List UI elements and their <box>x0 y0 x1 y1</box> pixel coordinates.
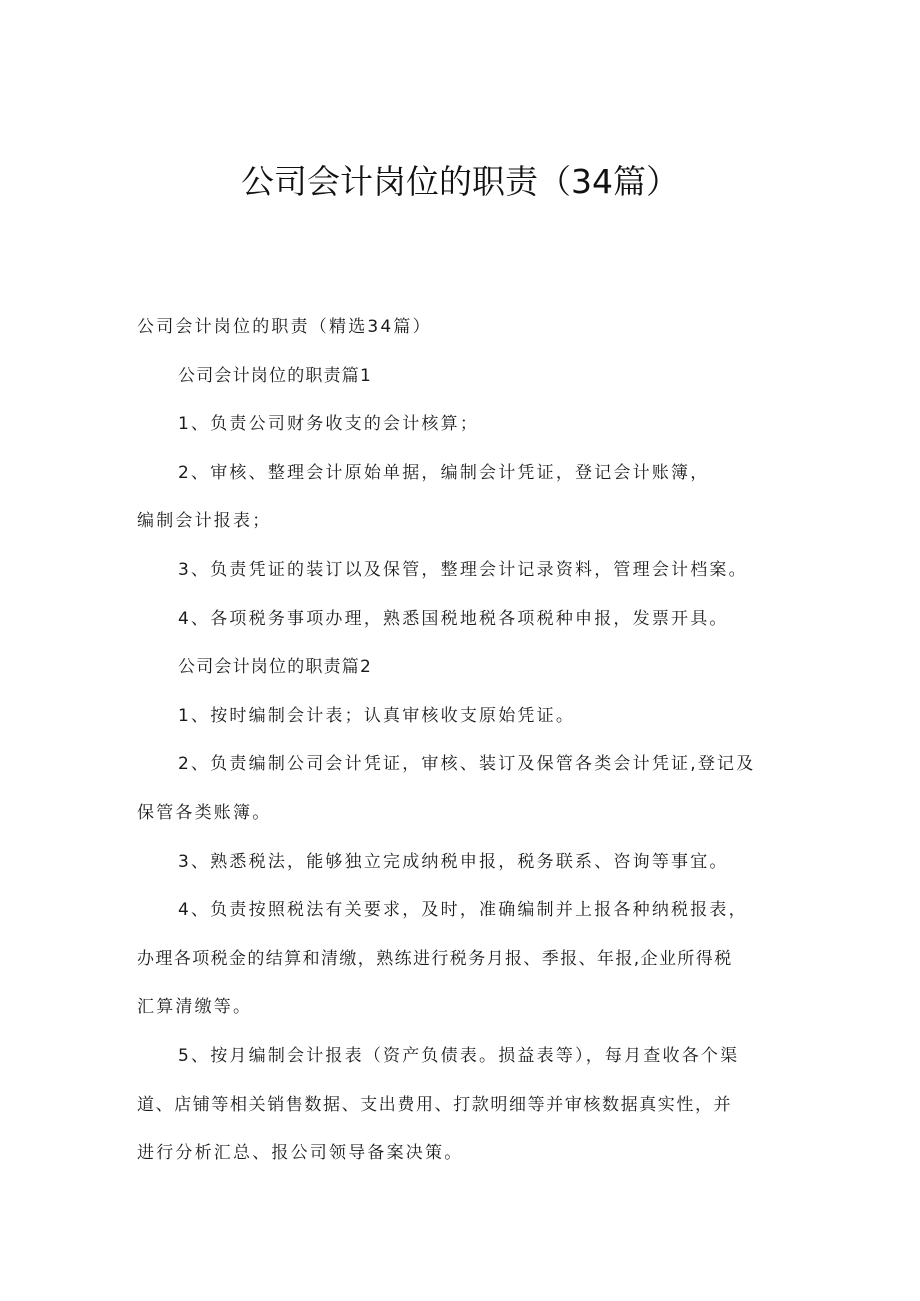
paragraph-line: 道、店铺等相关销售数据、支出费用、打款明细等并审核数据真实性，并 <box>137 1094 733 1115</box>
intro-line: 公司会计岗位的职责（精选34篇） <box>137 317 432 337</box>
paragraph-line: 2、负责编制公司会计凭证，审核、装订及保管各类会计凭证,登记及 <box>178 754 756 775</box>
paragraph-line: 进行分析汇总、报公司领导备案决策。 <box>137 1143 464 1164</box>
paragraph-line: 保管各类账簿。 <box>137 802 272 823</box>
paragraph-line: 2、审核、整理会计原始单据，编制会计凭证，登记会计账簿， <box>178 462 710 483</box>
paragraph-line: 4、负责按照税法有关要求，及时，准确编制并上报各种纳税报表， <box>178 900 748 921</box>
section-heading-1: 公司会计岗位的职责篇1 <box>178 365 373 386</box>
paragraph-line: 5、按月编制会计报表（资产负债表。损益表等），每月查收各个渠 <box>178 1045 740 1066</box>
paragraph-line: 1、按时编制会计表；认真审核收支原始凭证。 <box>178 705 576 726</box>
paragraph-line: 编制会计报表； <box>137 511 272 532</box>
paragraph-line: 1、负责公司财务收支的会计核算； <box>178 414 480 435</box>
paragraph-line: 办理各项税金的结算和清缴，熟练进行税务月报、季报、年报,企业所得税 <box>137 948 733 969</box>
document-title: 公司会计岗位的职责（34篇） <box>241 162 679 201</box>
document-body <box>137 312 797 1187</box>
paragraph-line: 3、熟悉税法，能够独立完成纳税申报，税务联系、咨询等事宜。 <box>178 851 729 872</box>
section-heading-2: 公司会计岗位的职责篇2 <box>178 657 373 678</box>
paragraph-line: 3、负责凭证的装订以及保管，整理会计记录资料，管理会计档案。 <box>178 559 748 580</box>
paragraph-line: 4、各项税务事项办理，熟悉国税地税各项税种申报，发票开具。 <box>178 608 729 629</box>
paragraph-line: 汇算清缴等。 <box>137 997 253 1018</box>
